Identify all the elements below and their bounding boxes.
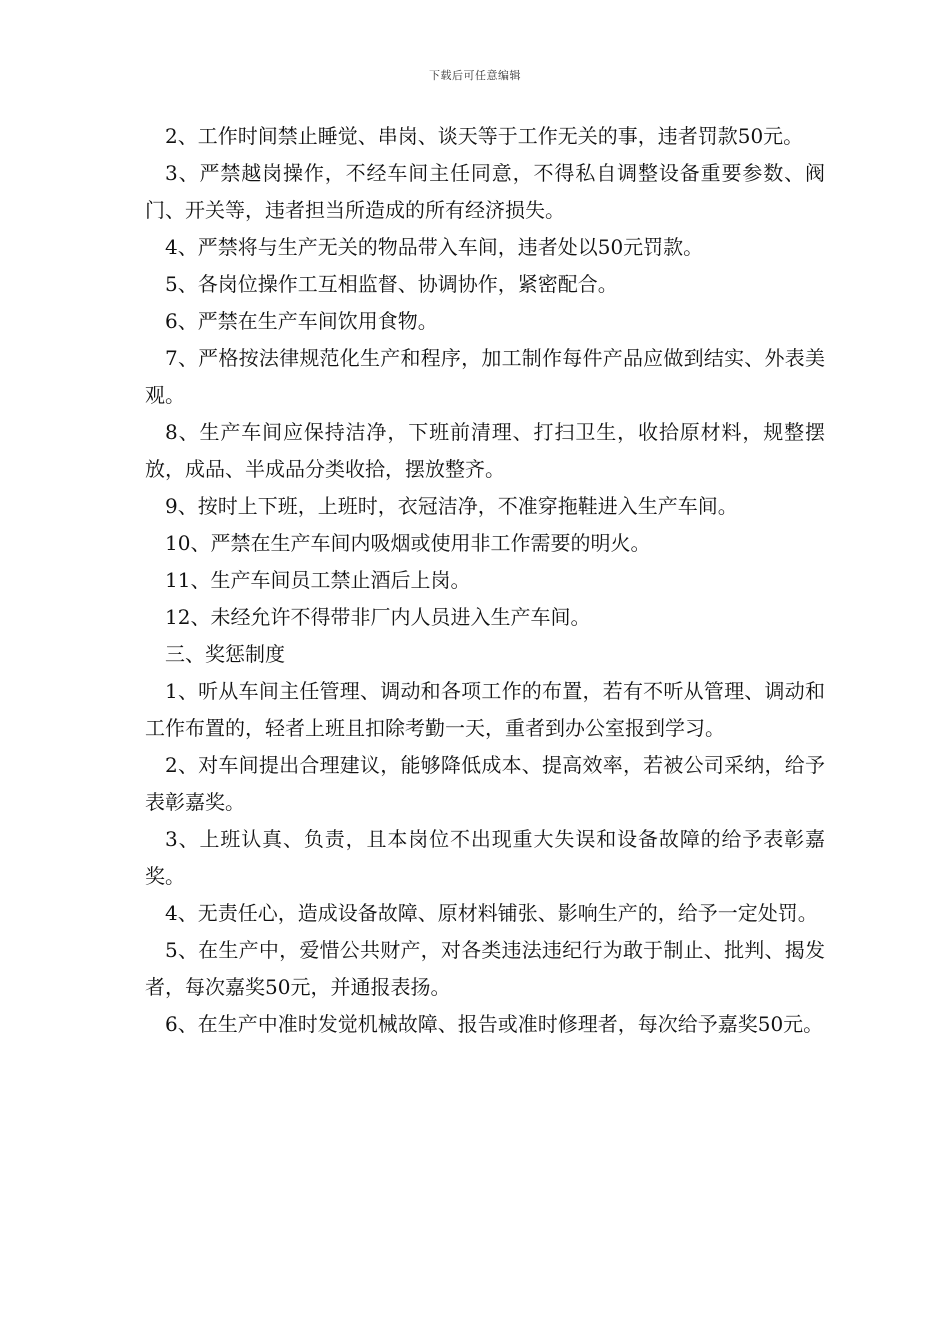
paragraph-rule-6: 6、严禁在生产车间饮用食物。 <box>165 309 438 333</box>
paragraph-reward-2: 2、对车间提出合理建议，能够降低成本、提高效率，若被公司采纳，给予表彰嘉奖。 <box>145 753 825 814</box>
document-body <box>145 118 825 1043</box>
paragraph-rule-12: 12、未经允许不得带非厂内人员进入生产车间。 <box>165 605 591 629</box>
paragraph-reward-3: 3、上班认真、负责，且本岗位不出现重大失误和设备故障的给予表彰嘉奖。 <box>145 827 825 888</box>
paragraph-rule-7: 7、严格按法律规范化生产和程序，加工制作每件产品应做到结实、外表美观。 <box>145 346 825 407</box>
paragraph-reward-5: 5、在生产中，爱惜公共财产，对各类违法违纪行为敢于制止、批判、揭发者，每次嘉奖50元，并通报表扬。 <box>145 938 825 999</box>
paragraph-rule-10: 10、严禁在生产车间内吸烟或使用非工作需要的明火。 <box>165 531 651 555</box>
paragraph-reward-4: 4、无责任心，造成设备故障、原材料铺张、影响生产的，给予一定处罚。 <box>165 901 818 925</box>
paragraph-rule-3: 3、严禁越岗操作，不经车间主任同意，不得私自调整设备重要参数、阀门、开关等，违者担当所造成的所有经济损失。 <box>145 161 825 222</box>
paragraph-rule-4: 4、严禁将与生产无关的物品带入车间，违者处以50元罚款。 <box>165 235 704 259</box>
page-header: 下载后可任意编辑 <box>429 69 521 82</box>
section-heading-rewards: 三、奖惩制度 <box>165 642 285 666</box>
paragraph-reward-6: 6、在生产中准时发觉机械故障、报告或准时修理者，每次给予嘉奖50元。 <box>165 1012 824 1036</box>
paragraph-rule-2: 2、工作时间禁止睡觉、串岗、谈天等于工作无关的事，违者罚款50元。 <box>165 124 804 148</box>
paragraph-rule-11: 11、生产车间员工禁止酒后上岗。 <box>165 568 471 592</box>
paragraph-reward-1: 1、听从车间主任管理、调动和各项工作的布置，若有不听从管理、调动和工作布置的，轻者上班且扣除考勤一天，重者到办公室报到学习。 <box>145 679 825 740</box>
paragraph-rule-9: 9、按时上下班，上班时，衣冠洁净，不准穿拖鞋进入生产车间。 <box>165 494 738 518</box>
paragraph-rule-5: 5、各岗位操作工互相监督、协调协作，紧密配合。 <box>165 272 618 296</box>
paragraph-rule-8: 8、生产车间应保持洁净，下班前清理、打扫卫生，收拾原材料，规整摆放，成品、半成品分类收拾，摆放整齐。 <box>145 420 825 481</box>
